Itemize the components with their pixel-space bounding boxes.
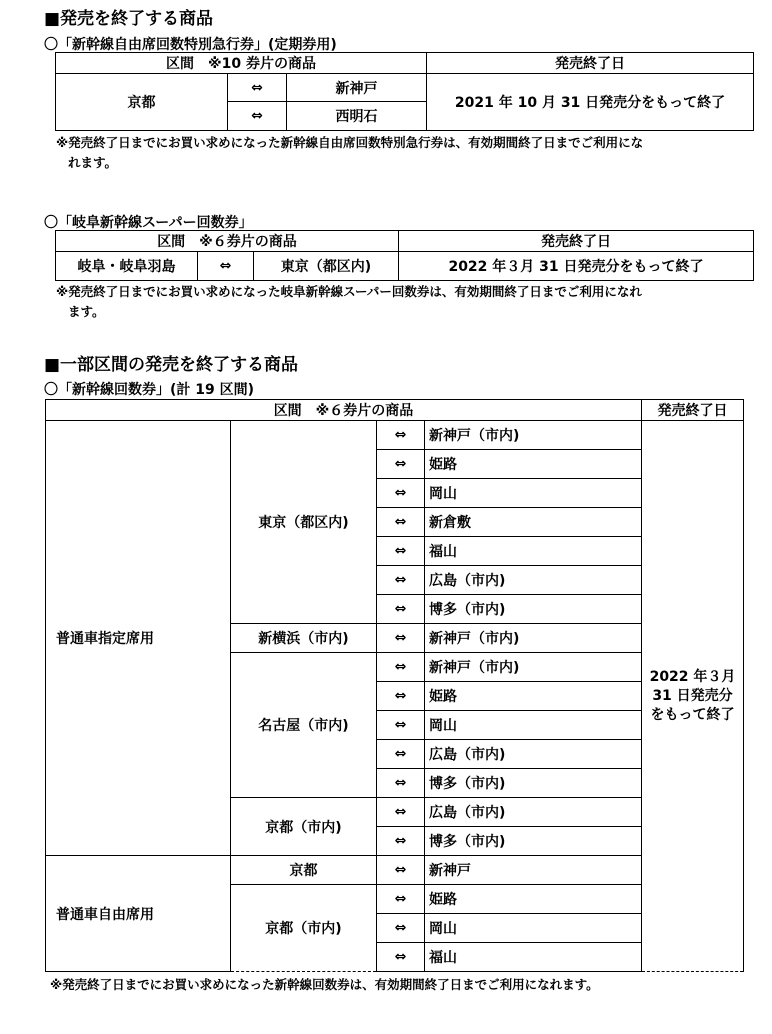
destination: 新倉敷 xyxy=(425,508,642,537)
section2-heading: ■一部区間の発売を終了する商品 xyxy=(44,355,299,375)
route-arrow: ⇔ xyxy=(377,943,425,972)
destination: 岡山 xyxy=(425,479,642,508)
ticket1-arrow-1: ⇔ xyxy=(228,74,287,102)
ticket1-header-end: 発売終了日 xyxy=(427,53,754,74)
destination: 新神戸（市内) xyxy=(425,421,642,450)
origin-kyoto-city-free: 京都（市内) xyxy=(231,885,377,972)
destination: 姫路 xyxy=(425,682,642,711)
route-arrow: ⇔ xyxy=(377,682,425,711)
destination: 新神戸（市内) xyxy=(425,653,642,682)
ticket1-end-date: 2021 年 10 月 31 日発売分をもって終了 xyxy=(427,74,754,131)
destination: 新神戸（市内) xyxy=(425,624,642,653)
ticket1-table xyxy=(55,52,754,131)
ticket2-from: 岐阜・岐阜羽島 xyxy=(56,252,198,281)
ticket1-from: 京都 xyxy=(56,74,228,131)
destination: 福山 xyxy=(425,537,642,566)
destination: 博多（市内) xyxy=(425,769,642,798)
ticket1-title: 〇「新幹線自由席回数特別急行券」(定期券用) xyxy=(44,37,337,53)
section2-header-end: 発売終了日 xyxy=(642,400,744,421)
route-arrow: ⇔ xyxy=(377,740,425,769)
ticket2-title: 〇「岐阜新幹線スーパー回数券」 xyxy=(44,215,253,231)
section2-end-date xyxy=(642,421,744,972)
route-arrow: ⇔ xyxy=(377,711,425,740)
ticket2-header-section: 区間 ※６券片の商品 xyxy=(56,231,399,252)
destination: 広島（市内) xyxy=(425,740,642,769)
route-arrow: ⇔ xyxy=(377,798,425,827)
origin-shinyokohama: 新横浜（市内) xyxy=(231,624,377,653)
seat-reserved-label: 普通車指定席用 xyxy=(46,421,231,856)
section2-end-date-text: 2022 年３月 31 日発売分をもって終了 xyxy=(649,668,736,723)
destination: 岡山 xyxy=(425,914,642,943)
ticket2-end-date: 2022 年３月 31 日発売分をもって終了 xyxy=(399,252,754,281)
section2-header-section: 区間 ※６券片の商品 xyxy=(46,400,642,421)
route-arrow: ⇔ xyxy=(377,885,425,914)
ticket2-table xyxy=(55,230,754,281)
route-arrow: ⇔ xyxy=(377,653,425,682)
route-arrow: ⇔ xyxy=(377,914,425,943)
route-arrow: ⇔ xyxy=(377,827,425,856)
route-arrow: ⇔ xyxy=(377,450,425,479)
destination: 博多（市内) xyxy=(425,827,642,856)
section1-heading: ■発売を終了する商品 xyxy=(44,9,214,29)
destination: 広島（市内) xyxy=(425,566,642,595)
origin-tokyo: 東京（都区内) xyxy=(231,421,377,624)
route-arrow: ⇔ xyxy=(377,421,425,450)
ticket1-to-2: 西明石 xyxy=(287,102,427,131)
origin-kyoto: 京都 xyxy=(231,856,377,885)
origin-kyoto-city: 京都（市内) xyxy=(231,798,377,856)
route-arrow: ⇔ xyxy=(377,566,425,595)
ticket1-header-section: 区間 ※10 券片の商品 xyxy=(56,53,427,74)
section2-title: 〇「新幹線回数券」(計 19 区間) xyxy=(44,382,255,398)
destination: 福山 xyxy=(425,943,642,972)
ticket2-header-end: 発売終了日 xyxy=(399,231,754,252)
route-arrow: ⇔ xyxy=(377,624,425,653)
route-arrow: ⇔ xyxy=(377,769,425,798)
ticket2-to: 東京（都区内) xyxy=(254,252,399,281)
route-arrow: ⇔ xyxy=(377,479,425,508)
destination: 博多（市内) xyxy=(425,595,642,624)
route-arrow: ⇔ xyxy=(377,508,425,537)
destination: 姫路 xyxy=(425,450,642,479)
route-arrow: ⇔ xyxy=(377,856,425,885)
destination: 岡山 xyxy=(425,711,642,740)
ticket2-arrow: ⇔ xyxy=(198,252,254,281)
seat-free-label: 普通車自由席用 xyxy=(46,856,231,972)
ticket1-to-1: 新神戸 xyxy=(287,74,427,102)
destination: 新神戸 xyxy=(425,856,642,885)
destination: 広島（市内) xyxy=(425,798,642,827)
route-arrow: ⇔ xyxy=(377,537,425,566)
ticket1-note-1: ※発売終了日までにお買い求めになった新幹線自由席回数特別急行券は、有効期間終了日までご利用にな xyxy=(56,135,644,150)
destination: 姫路 xyxy=(425,885,642,914)
kaisuken-table xyxy=(45,399,744,972)
ticket1-note-2: れます。 xyxy=(68,155,118,170)
origin-nagoya: 名古屋（市内) xyxy=(231,653,377,798)
section2-note: ※発売終了日までにお買い求めになった新幹線回数券は、有効期間終了日までご利用になれます。 xyxy=(50,977,599,992)
ticket1-arrow-2: ⇔ xyxy=(228,102,287,131)
ticket2-note-1: ※発売終了日までにお買い求めになった岐阜新幹線スーパー回数券は、有効期間終了日までご利用になれ xyxy=(56,284,642,299)
route-arrow: ⇔ xyxy=(377,595,425,624)
ticket2-note-2: ます。 xyxy=(68,304,105,319)
